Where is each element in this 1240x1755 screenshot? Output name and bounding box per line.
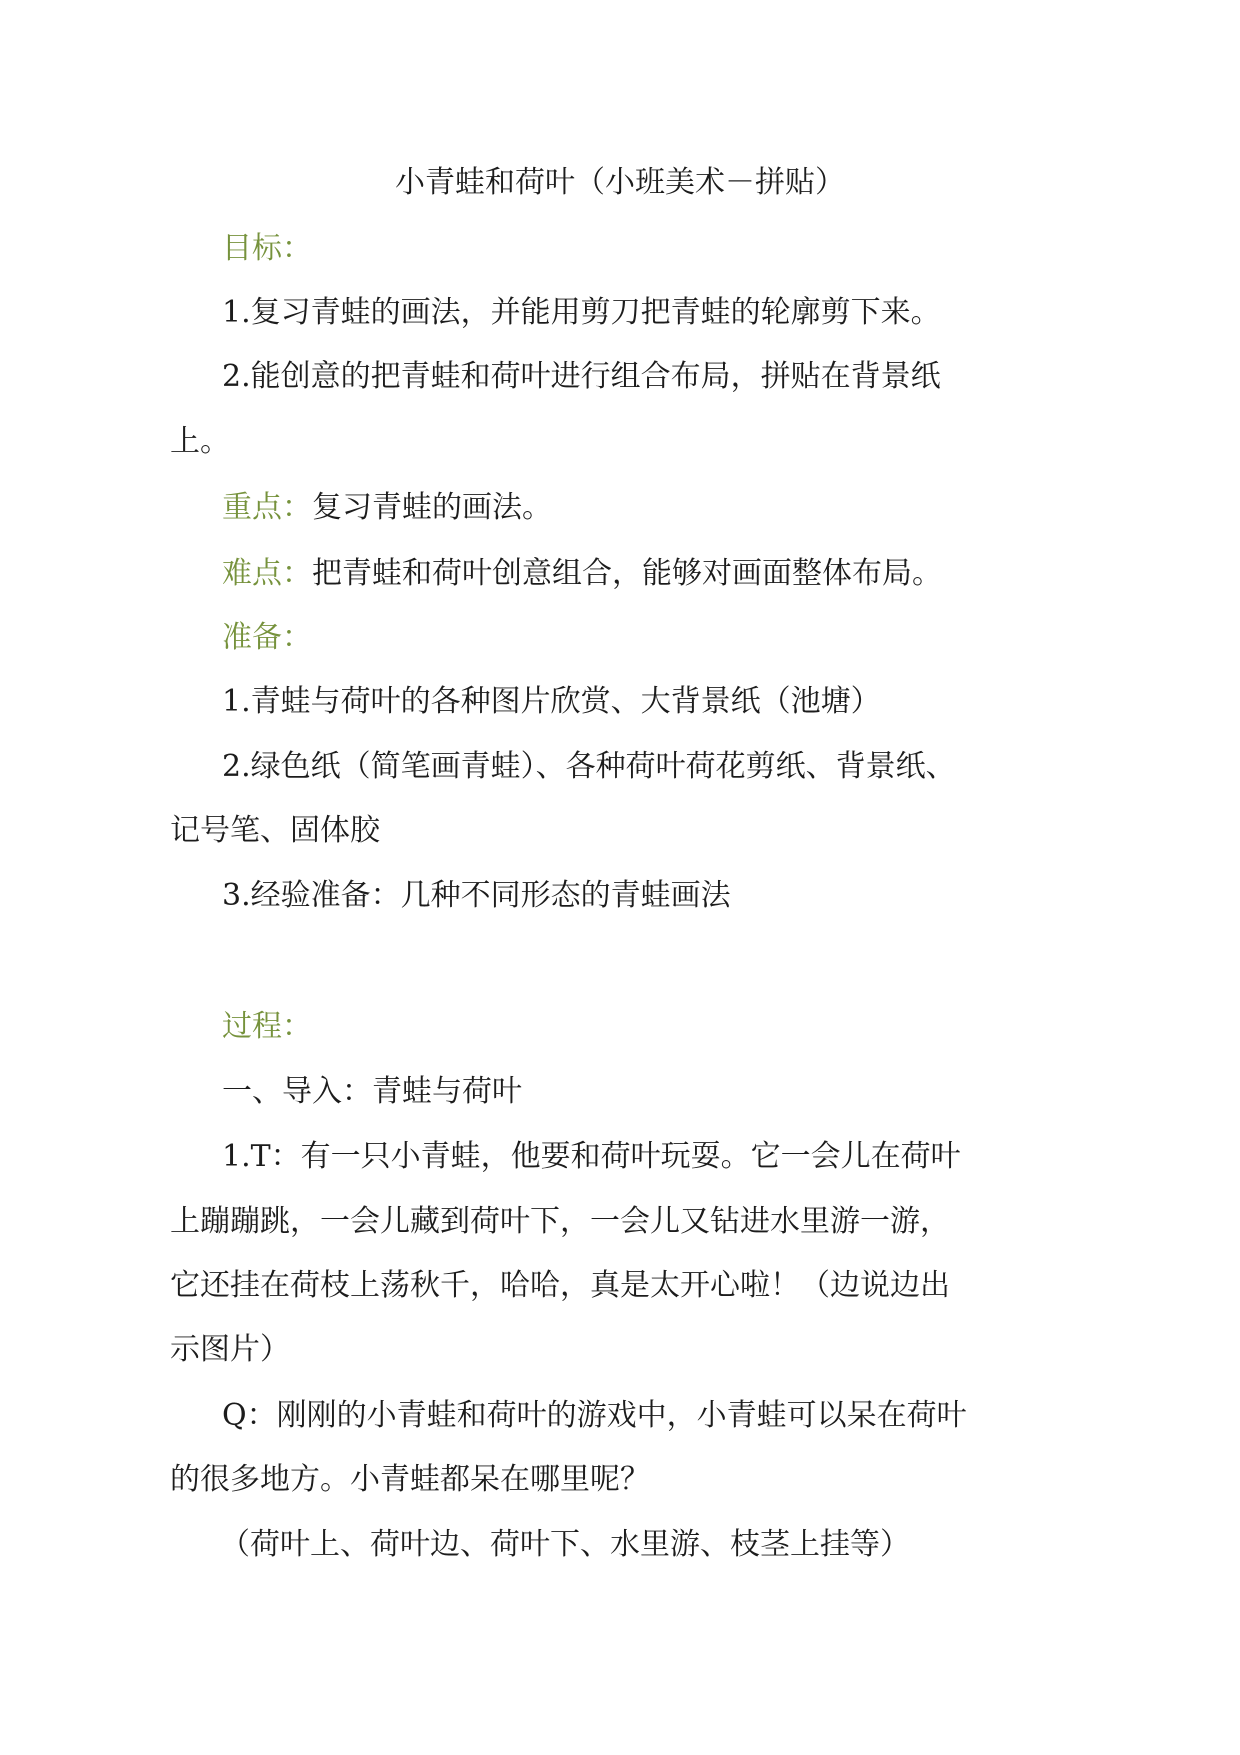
section-heading-process	[222, 1007, 312, 1047]
text-line: 它还挂在荷枝上荡秋千，哈哈，真是太开心啦！（边说边出	[170, 1268, 950, 1303]
section-label: 准备：	[222, 620, 312, 655]
text-line: 2.能创意的把青蛙和荷叶进行组合布局，拼贴在背景纸	[222, 359, 941, 394]
text-line: 上。	[170, 424, 230, 459]
section-label: 重点：	[222, 490, 312, 525]
text-line: 上蹦蹦跳，一会儿藏到荷叶下，一会儿又钻进水里游一游，	[170, 1204, 950, 1239]
section-text: 复习青蛙的画法。	[312, 490, 552, 525]
text-line: 1.复习青蛙的画法，并能用剪刀把青蛙的轮廓剪下来。	[222, 295, 941, 330]
text-line: 记号笔、固体胶	[170, 813, 380, 848]
section-text: 把青蛙和荷叶创意组合，能够对画面整体布局。	[312, 556, 942, 591]
section-heading-difficulty	[222, 554, 942, 594]
page-title: 小青蛙和荷叶（小班美术－拼贴）	[395, 165, 845, 200]
text-line: 1.青蛙与荷叶的各种图片欣赏、大背景纸（池塘）	[222, 684, 881, 719]
text-line: 2.绿色纸（简笔画青蛙）、各种荷叶荷花剪纸、背景纸、	[222, 749, 956, 784]
text-line: （荷叶上、荷叶边、荷叶下、水里游、枝茎上挂等）	[220, 1527, 910, 1562]
text-line: 3.经验准备：几种不同形态的青蛙画法	[222, 878, 731, 913]
text-line: 1.T：有一只小青蛙，他要和荷叶玩耍。它一会儿在荷叶	[222, 1139, 961, 1174]
text-line: Q：刚刚的小青蛙和荷叶的游戏中，小青蛙可以呆在荷叶	[222, 1398, 967, 1433]
section-label: 难点：	[222, 556, 312, 591]
section-label: 目标：	[222, 231, 312, 266]
text-line: 的很多地方。小青蛙都呆在哪里呢？	[170, 1462, 650, 1497]
section-heading-key-point	[222, 488, 552, 528]
section-heading-goals	[222, 229, 312, 269]
text-line: 一、导入：青蛙与荷叶	[222, 1074, 522, 1109]
section-heading-preparation	[222, 618, 312, 658]
text-line: 示图片）	[170, 1332, 290, 1367]
section-label: 过程：	[222, 1009, 312, 1044]
